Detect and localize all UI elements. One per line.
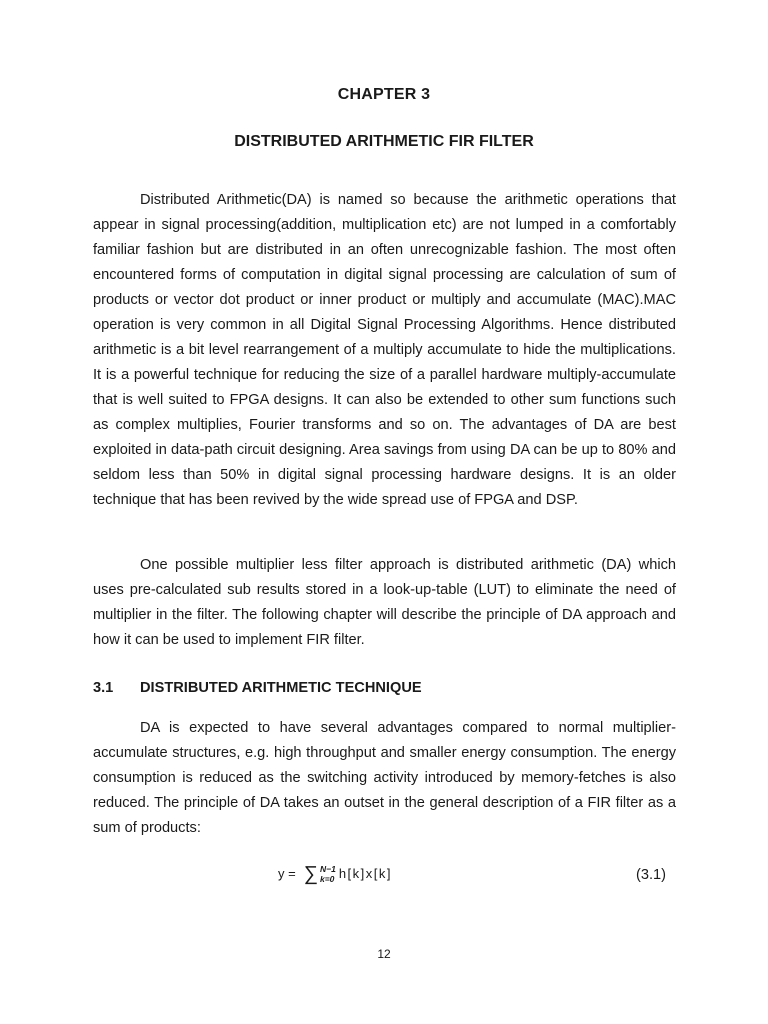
section-paragraph: DA is expected to have several advantages compared to normal multiplier-accumulate structures, e.g. high throughput and smaller energy consumption. The energy consumption is reduced as the switching activity introduced by memory-fetches is also reduced. The principle of DA takes an outset in the general description of a FIR filter as a sum of products: [93,720,676,836]
intro-paragraph-2-block [93,553,676,660]
section-title: DISTRIBUTED ARITHMETIC TECHNIQUE [140,680,422,696]
chapter-label: CHAPTER 3 [337,86,431,103]
section-heading [93,680,422,696]
page-number: 12 [377,947,391,961]
section-paragraph-block [93,716,676,848]
intro-paragraph-1: Distributed Arithmetic(DA) is named so because the arithmetic operations that appear in signal processing(addition, multiplication etc) are not lumped in a comfortably familiar fashion but are distributed in an often unrecognizable fashion. The most often encountered forms of computation in digital signal processing are calculation of sum of products or vector dot product or inner product or multiply and accumulate (MAC).MAC operation is very common in all Digital Signal Processing Algorithms. Hence distributed arithmetic is a bit level rearrangement of a multiply accumulate to hide the multiplications. It is a powerful technique for reducing the size of a parallel hardware multiply-accumulate that is well suited to FPGA designs. It can also be extended to other sum functions such as complex multiplies, Fourier transforms and so on. The advantages of DA are best exploited in data-path circuit designing. Area savings from using DA can be up to 80% and seldom less than 50% in digital signal processing hardware designs. It is an older technique that has been revived by the wide spread use of FPGA and DSP. [93,192,676,508]
section-number: 3.1 [93,680,114,696]
equation-sum-symbol: ∑ [303,863,318,885]
equation-body: h[k]x[k] [338,866,393,881]
intro-paragraph-1-block [93,188,676,520]
equation-lhs: y = [278,866,296,881]
equation-lower-limit: k=0 [319,873,335,884]
chapter-title: DISTRIBUTED ARITHMETIC FIR FILTER [234,133,534,150]
equation-number: (3.1) [636,867,667,883]
equation-upper-limit: N−1 [319,863,336,874]
intro-paragraph-2: One possible multiplier less filter approach is distributed arithmetic (DA) which uses pre-calculated sub results stored in a look-up-table (LUT) to eliminate the need of multiplier in the filter. The following chapter will describe the principle of DA approach and how it can be used to implement FIR filter. [93,557,676,648]
equation-limits [320,864,336,884]
equation [278,862,392,885]
